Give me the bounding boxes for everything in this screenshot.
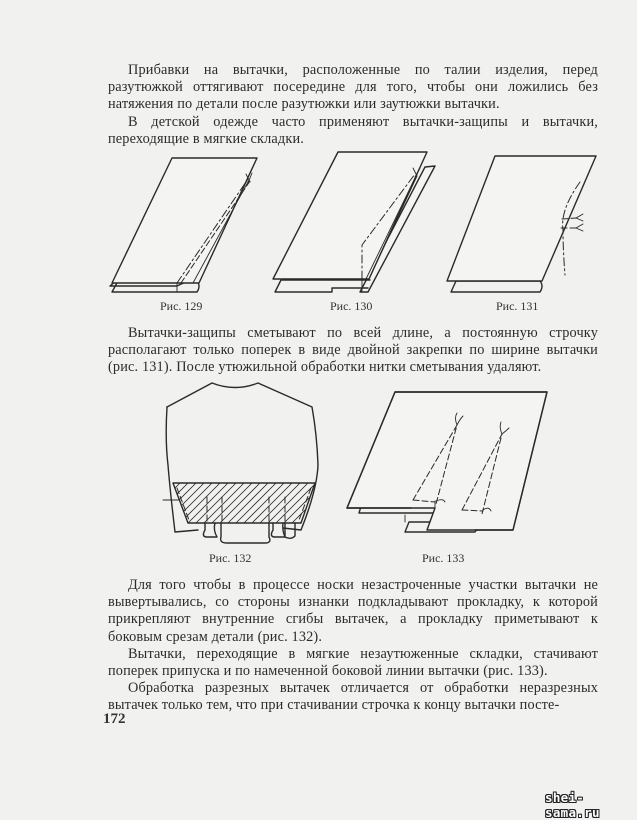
thread-tail	[576, 214, 583, 231]
dart-fold-bottom	[203, 523, 217, 537]
figure-129-dart-diagram	[105, 150, 275, 300]
figure-130-dart-diagram	[265, 150, 445, 300]
watermark: shei-sama.ru	[545, 790, 637, 820]
paragraph-text: Для того чтобы в процессе носки незастроченные участки вытачки не вывертывались, со стороны изнанки подкладывают прокладку, к которой прикрепляют внутренние сгибы вытачек, а прокладку приметывают к боковым срезам детали (рис. 132).	[108, 577, 598, 645]
dart-fold-bottom	[271, 523, 285, 537]
paragraph-soft-pleats	[108, 646, 598, 680]
figure-129-caption: Рис. 129	[160, 299, 203, 313]
fold-bottom-edge	[451, 281, 542, 292]
dart-fold-bottom	[221, 523, 270, 543]
fold-bottom-edge	[275, 280, 370, 292]
figure-133-caption: Рис. 133	[422, 551, 465, 565]
figure-132-caption: Рис. 132	[209, 551, 252, 565]
paragraph-text: В детской одежде часто применяют вытачки-защипы и вытачки, переходящие в мягкие складки.	[108, 114, 598, 148]
paragraph-cut-darts	[108, 680, 598, 714]
paragraph-text: Вытачки, переходящие в мягкие незаутюженные складки, стачивают поперек припуска и по намеченной боковой линии вытачки (рис. 133).	[108, 646, 598, 680]
paragraph-text: Прибавки на вытачки, расположенные по талии изделия, перед разутюжкой оттягивают посередине для того, чтобы они ложились без натяжения по детали после разутюжки или заутюжки вытачки.	[108, 62, 598, 113]
paragraph-text: Вытачки-защипы сметывают по всей длине, а постоянную строчку располагают только поперек в виде двойной закрепки по ширине вытачки (рис. 131). После утюжильной обработки нитки сметывания удаляют.	[108, 325, 598, 376]
paragraph-text: Обработка разрезных вытачек отличается от обработки неразрезных вытачек только тем, что при стачивании строчка к концу вытачки посте-	[108, 680, 598, 714]
fabric-panel	[112, 158, 257, 283]
figure-131-caption: Рис. 131	[496, 299, 539, 313]
paragraph-pin-tucks	[108, 325, 598, 377]
paragraph-childrens-clothing	[108, 114, 598, 148]
paragraph-interlining	[108, 577, 598, 646]
page-number: 172	[103, 711, 126, 727]
figure-132-garment-diagram	[155, 380, 335, 545]
fabric-panel	[347, 392, 547, 530]
figure-131-dart-diagram	[435, 150, 610, 300]
paragraph-dart-allowances	[108, 62, 598, 114]
figure-130-caption: Рис. 130	[330, 299, 373, 313]
figure-133-dart-diagram	[335, 380, 555, 545]
garment-outline	[166, 407, 198, 532]
dart-fold-bottom	[285, 523, 295, 538]
